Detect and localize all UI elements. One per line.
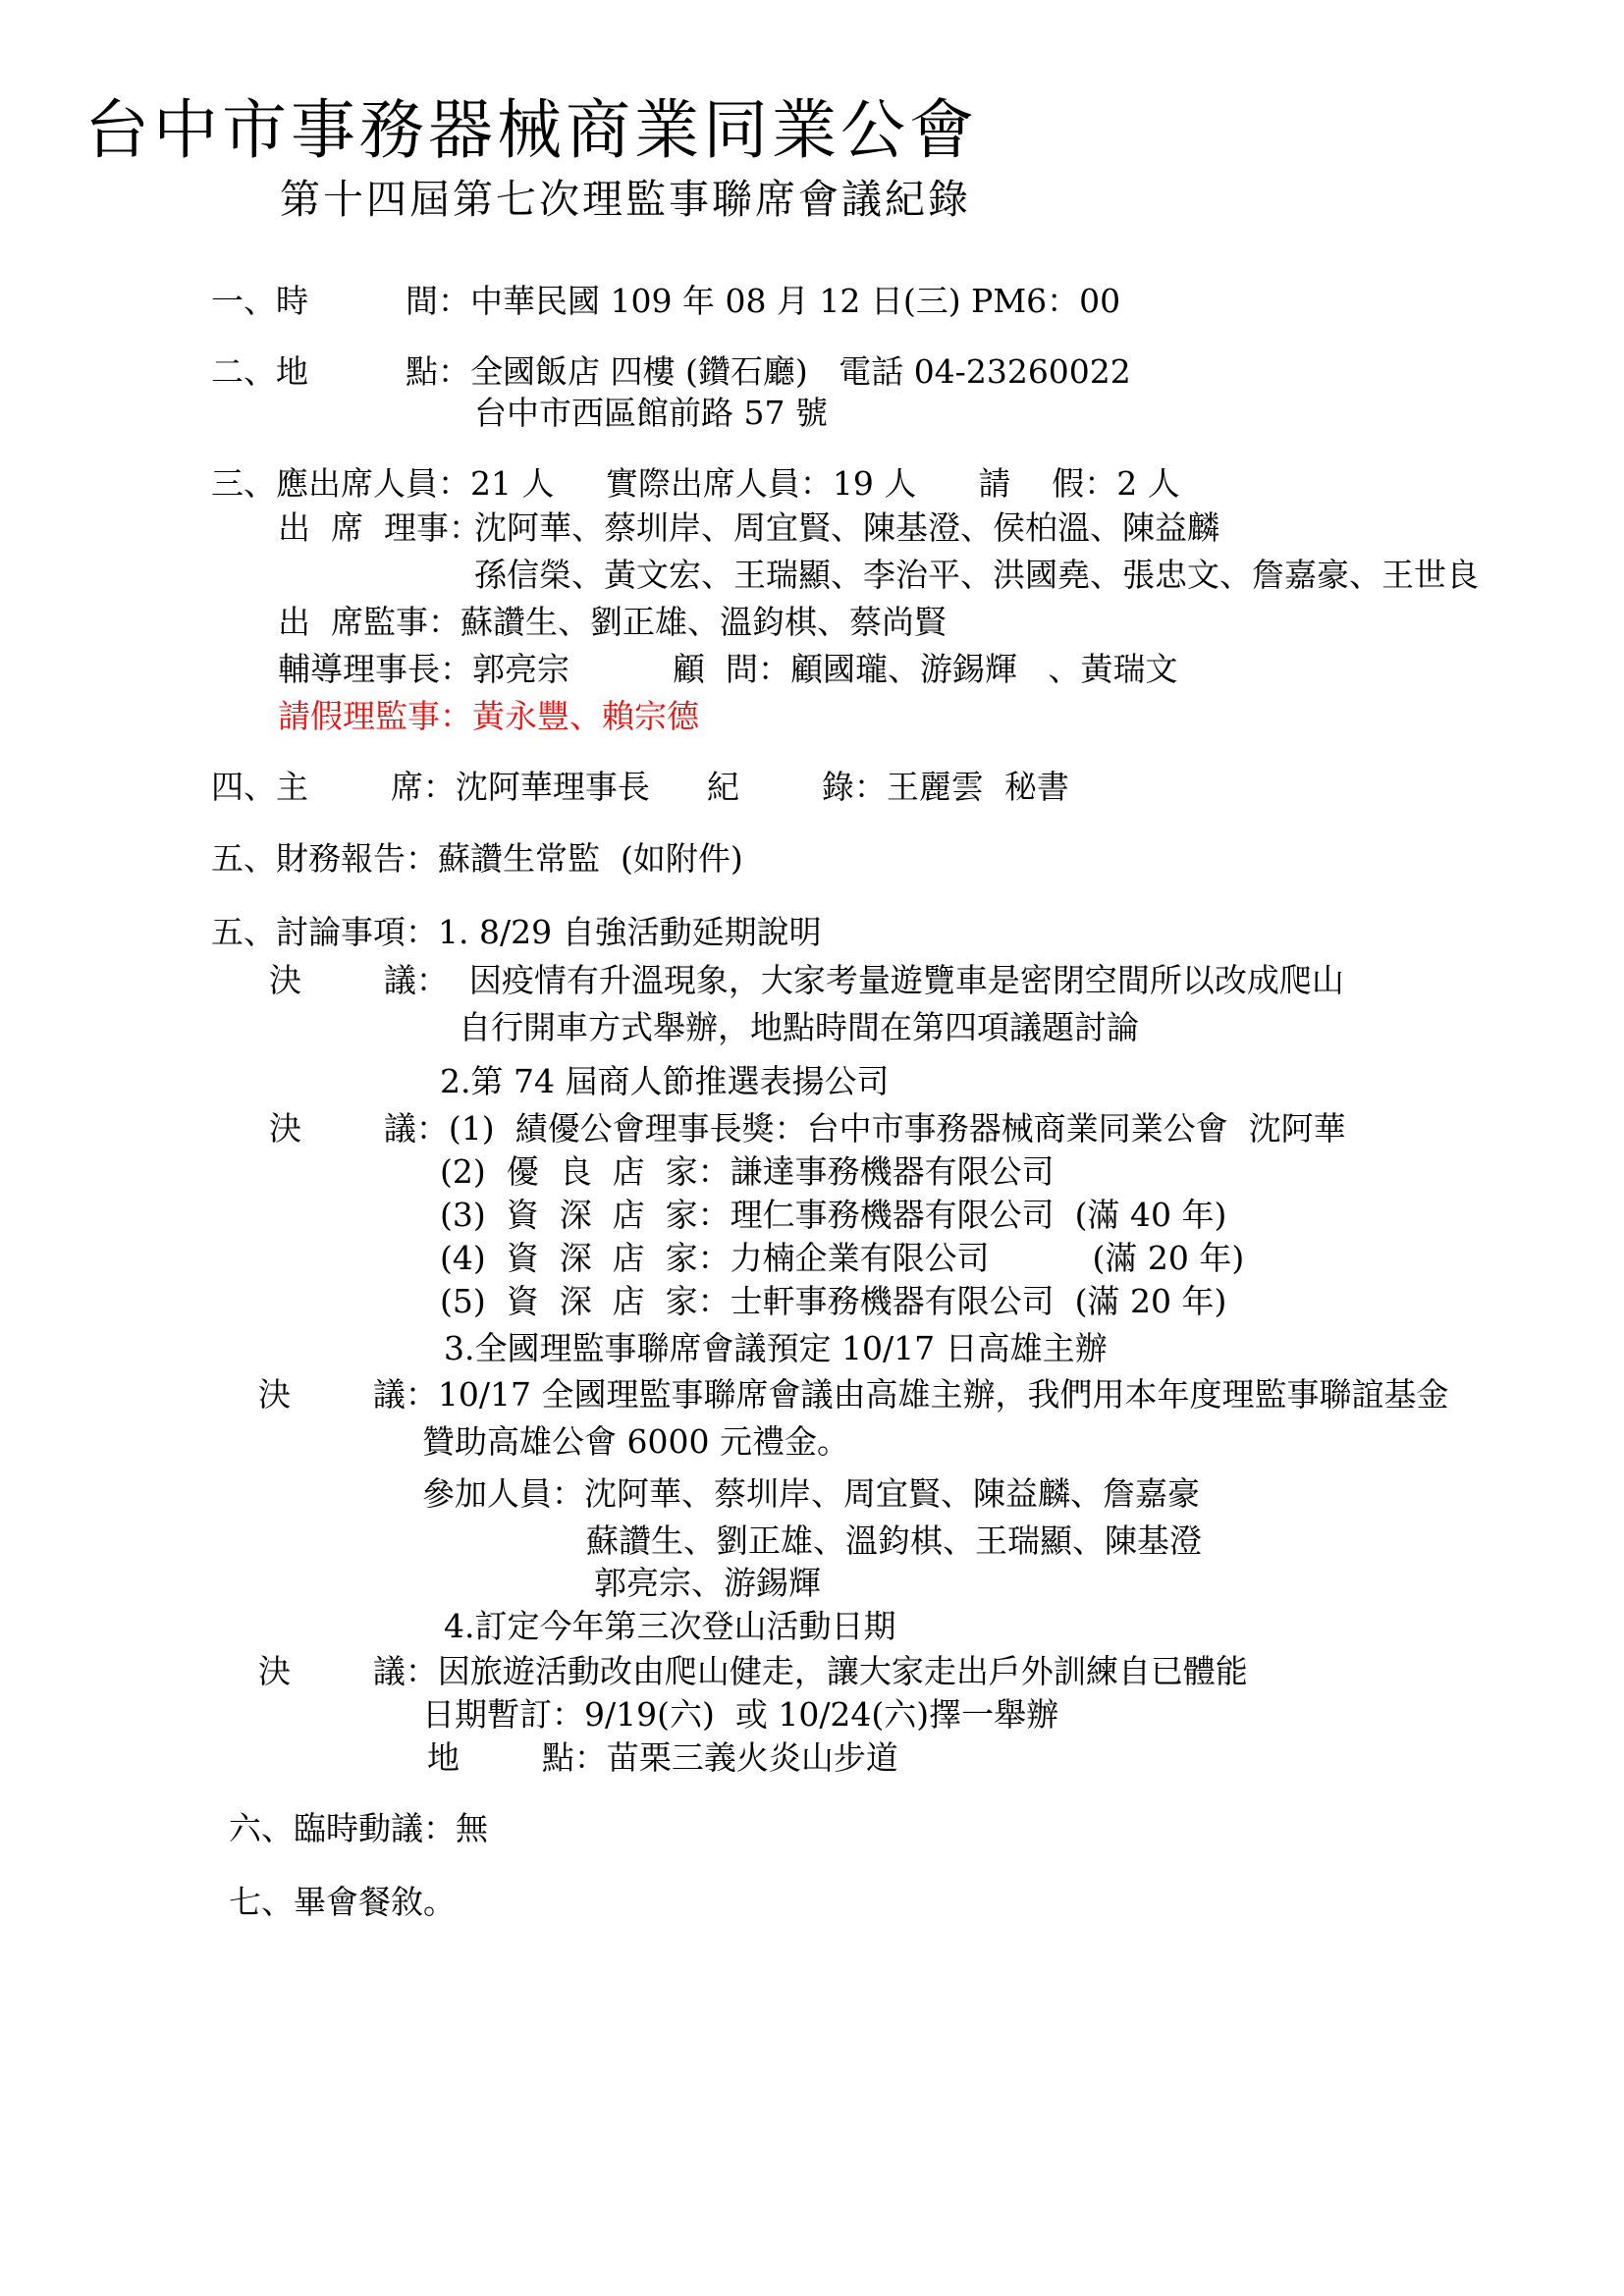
supervisors-line: 出 席監事：蘇讚生、劉正雄、溫鈞棋、蔡尚賢 <box>278 603 947 641</box>
advisor-chair-line: 輔導理事長：郭亮宗 <box>278 650 569 688</box>
item4-resolution-line-3: 地 點：苗栗三義火炎山步道 <box>427 1738 898 1777</box>
item2-award-2: (2) 優 良 店 家：謙達事務機器有限公司 <box>440 1152 1055 1191</box>
item1-resolution-line-1: 決 議： 因疫情有升溫現象，大家考量遊覽車是密閉空間所以改成爬山 <box>269 961 1344 999</box>
item2-award-3: (3) 資 深 店 家：理仁事務機器有限公司 (滿 40 年) <box>440 1196 1227 1234</box>
item2-award-4: (4) 資 深 店 家：力楠企業有限公司 (滿 20 年) <box>440 1239 1245 1277</box>
item3-participants-line-2: 蘇讚生、劉正雄、溫鈞棋、王瑞顯、陳基澄 <box>586 1522 1202 1560</box>
recorder-line: 紀 錄：王麗雲 秘書 <box>707 768 1069 806</box>
meeting-subtitle: 第十四屆第七次理監事聯席會議紀錄 <box>280 176 971 223</box>
item4-resolution-line-2: 日期暫訂：9/19(六) 或 10/24(六)擇一舉辦 <box>422 1695 1059 1734</box>
item3-participants-line-3: 郭亮宗、游錫輝 <box>594 1564 821 1602</box>
directors-line-1: 沈阿華、蔡圳岸、周宜賢、陳基澄、侯柏溫、陳益麟 <box>474 508 1219 547</box>
item4-title: 4.訂定今年第三次登山活動日期 <box>444 1607 896 1645</box>
item2-award-5: (5) 資 深 店 家：士軒事務機器有限公司 (滿 20 年) <box>440 1282 1227 1320</box>
leave-line: 請假理監事：黃永豐、賴宗德 <box>278 697 699 735</box>
meeting-closing: 七、畢會餐敘。 <box>229 1883 456 1921</box>
item4-resolution-line-1: 決 議：因旅遊活動改由爬山健走，讓大家走出戶外訓練自已體能 <box>258 1652 1248 1690</box>
item3-title: 3.全國理監事聯席會議預定 10/17 日高雄主辦 <box>444 1329 1108 1367</box>
directors-line-2: 孫信榮、黃文宏、王瑞顯、李治平、洪國堯、張忠文、詹嘉豪、王世良 <box>474 556 1479 594</box>
place-label: 二、地 <box>211 352 308 391</box>
item1-resolution-line-2: 自行開車方式舉辦，地點時間在第四項議題討論 <box>459 1008 1139 1046</box>
extraordinary-motions: 六、臨時動議：無 <box>229 1809 488 1847</box>
item2-resolution-line-1: 決 議：(1) 績優公會理事長獎：台中市事務器械商業同業公會 沈阿華 <box>269 1109 1346 1148</box>
item2-title: 2.第 74 屆商人節推選表揚公司 <box>440 1062 890 1100</box>
association-title: 台中市事務器械商業同業公會 <box>84 92 978 168</box>
advisors-line: 顧 問：顧國瓏、游錫輝 、黃瑞文 <box>673 650 1178 688</box>
time-label: 一、時 <box>211 282 308 320</box>
discussion-heading: 五、討論事項：1. 8/29 自強活動延期說明 <box>211 913 822 951</box>
attendance-summary: 三、應出席人員：21 人 實際出席人員：19 人 請 假：2 人 <box>211 464 1180 503</box>
finance-report: 五、財務報告：蘇讚生常監 (如附件) <box>211 839 743 878</box>
chair-line: 四、主 席：沈阿華理事長 <box>211 768 650 806</box>
place-address: 台中市西區館前路 57 號 <box>474 394 828 432</box>
place-value: 點：全國飯店 四樓 (鑽石廳) 電話 04-23260022 <box>406 352 1131 391</box>
item3-resolution-line-2: 贊助高雄公會 6000 元禮金。 <box>422 1422 849 1461</box>
directors-label: 出 席 理事： <box>278 508 481 547</box>
item3-participants-line-1: 參加人員：沈阿華、蔡圳岸、周宜賢、陳益麟、詹嘉豪 <box>422 1474 1200 1513</box>
item3-resolution-line-1: 決 議：10/17 全國理監事聯席會議由高雄主辦，我們用本年度理監事聯誼基金 <box>258 1375 1449 1414</box>
time-value: 間：中華民國 109 年 08 月 12 日(三) PM6：00 <box>406 282 1121 320</box>
